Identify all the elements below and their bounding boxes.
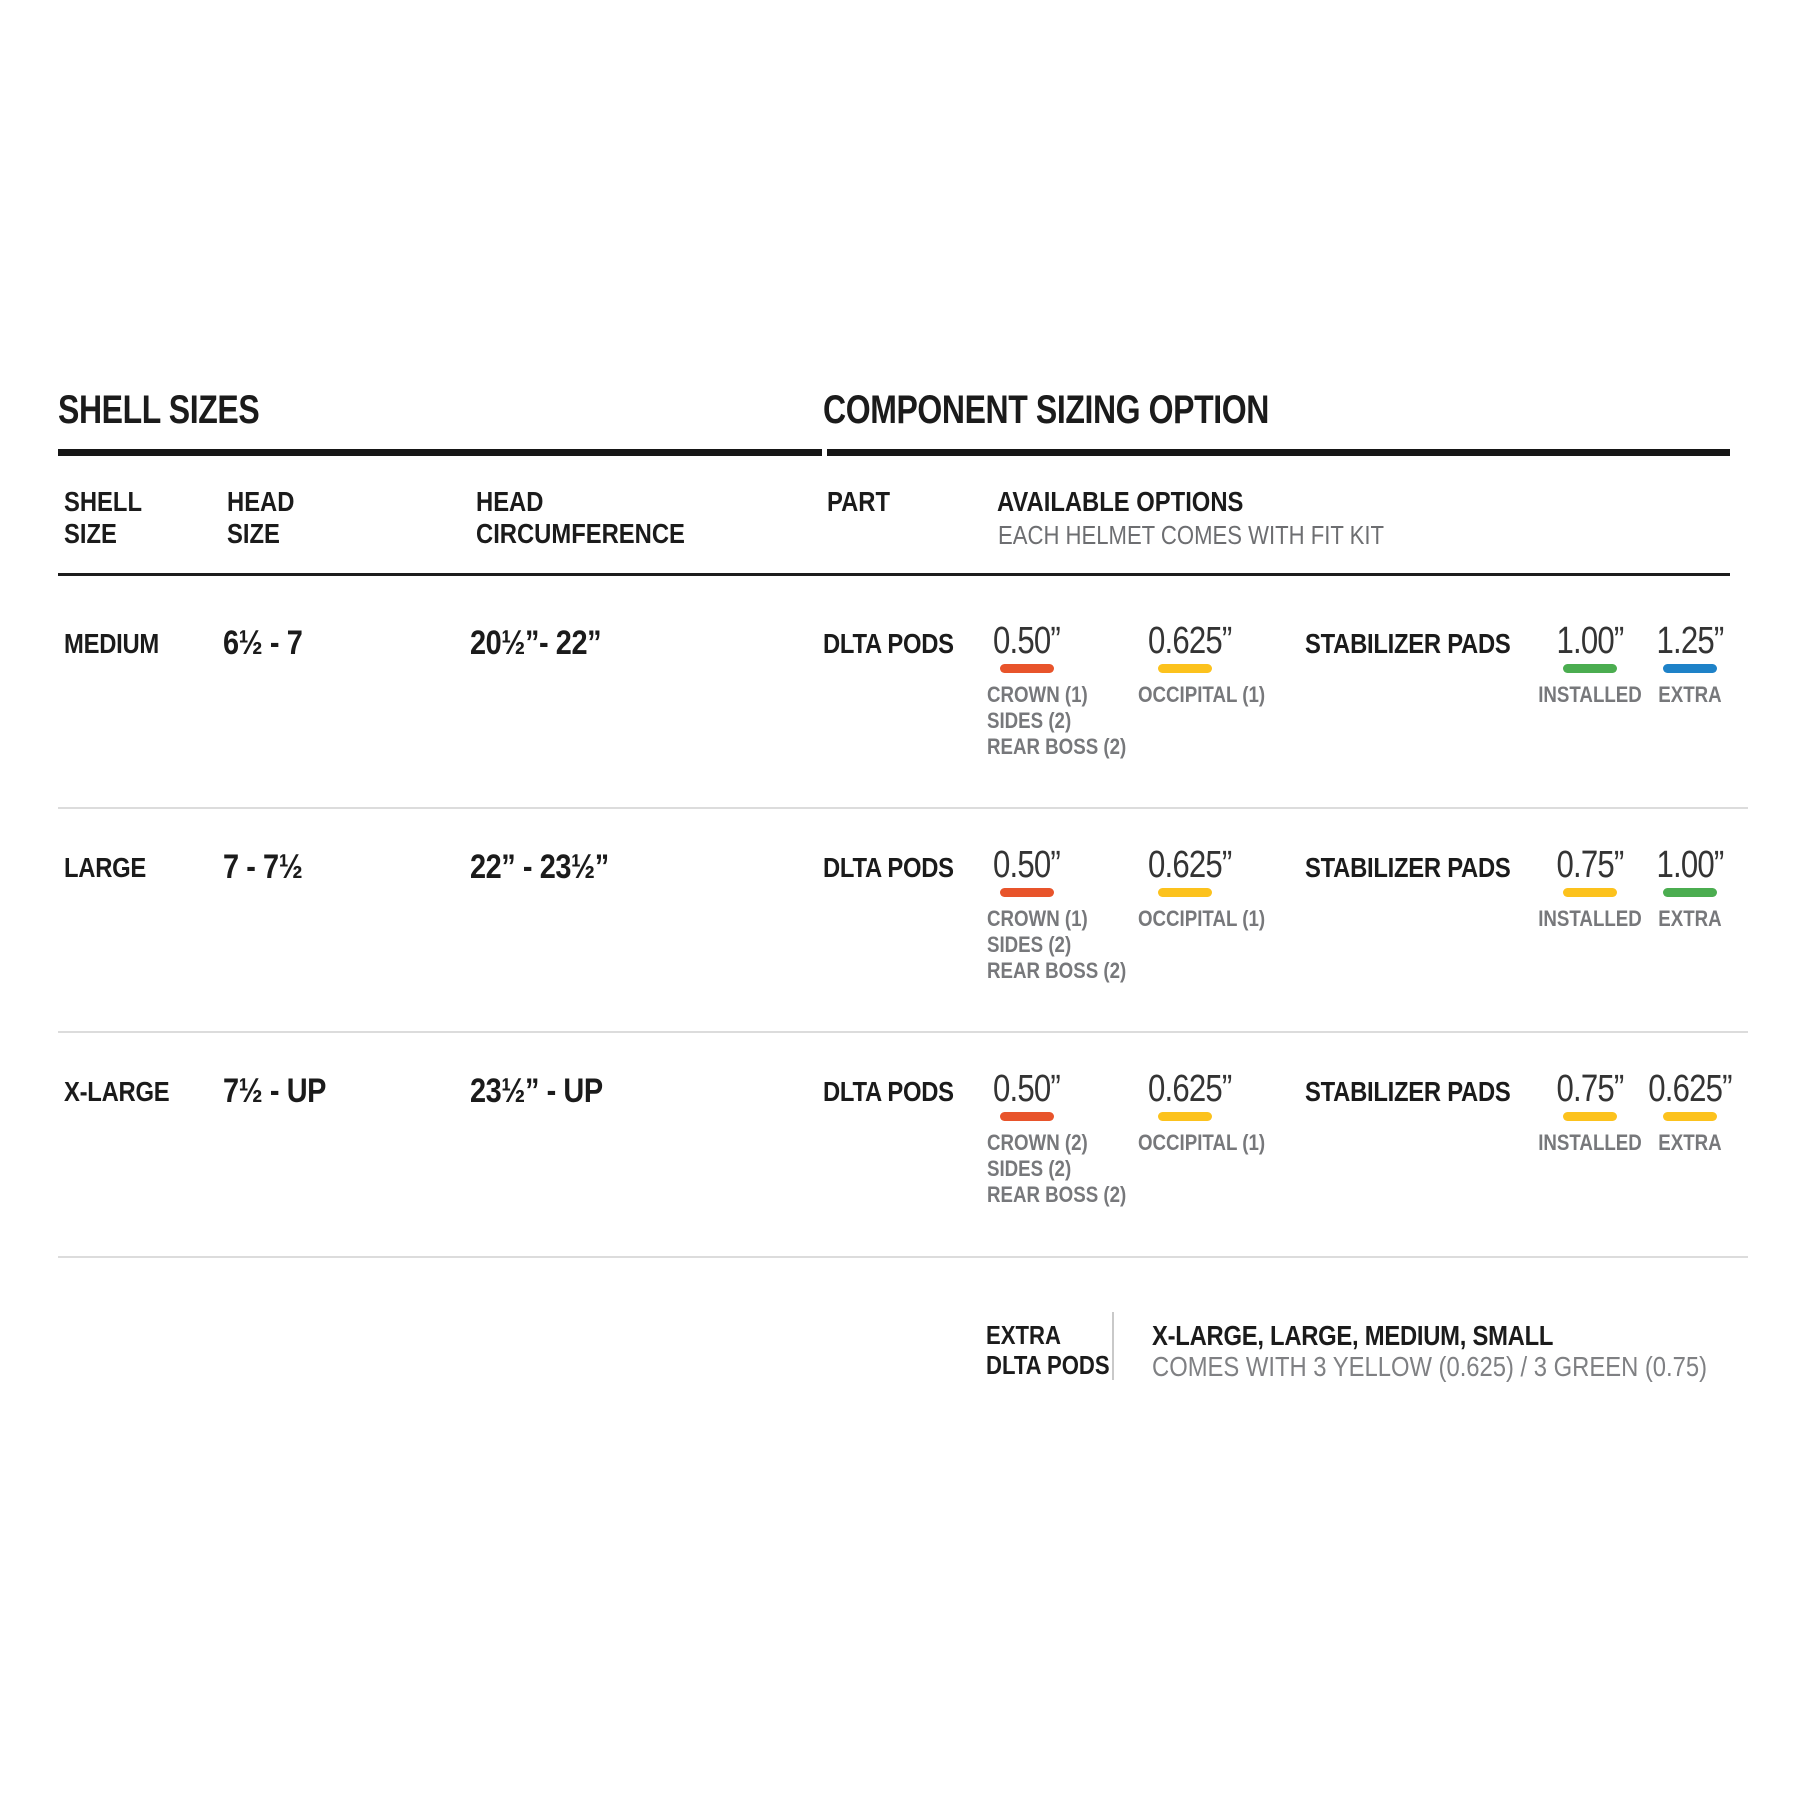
pod-option-2	[1138, 844, 1298, 1034]
pod-size-bar	[1158, 888, 1212, 897]
stabilizer-size-bar	[1663, 888, 1717, 897]
stabilizer-status-label: EXTRA	[1658, 906, 1722, 931]
stabilizer-status-label: EXTRA	[1658, 682, 1722, 707]
stabilizer-size-value: 1.00”	[1656, 844, 1724, 886]
stabilizer-option-extra	[1620, 844, 1760, 1034]
shell-size-value: MEDIUM	[64, 628, 159, 659]
pod-size-value: 0.50”	[993, 620, 1060, 662]
head-circumference-value: 23½” - UP	[470, 1072, 603, 1110]
head-circumference-value: 22” - 23½”	[470, 848, 609, 886]
stabilizer-status-label: INSTALLED	[1538, 682, 1642, 707]
pod-placement-notes: OCCIPITAL (1)	[1138, 906, 1266, 931]
pod-option-2	[1138, 1068, 1298, 1258]
head-size-value: 7½ - UP	[223, 1072, 327, 1110]
shell-sizes-title: SHELL SIZES	[58, 388, 260, 432]
stabilizer-size-value: 0.625”	[1648, 1068, 1732, 1110]
size-row-large	[0, 844, 1800, 1034]
part-label: DLTA PODS	[823, 1076, 954, 1107]
stabilizer-status-label: INSTALLED	[1538, 1130, 1642, 1155]
stabilizer-option-extra	[1620, 620, 1760, 810]
pod-size-value: 0.50”	[993, 1068, 1060, 1110]
size-row-medium	[0, 620, 1800, 810]
shell-size-value: X-LARGE	[64, 1076, 170, 1107]
pod-option-1	[987, 844, 1147, 1034]
header-bottom-rule	[58, 573, 1730, 576]
extra-dlta-pods-label: EXTRA DLTA PODS	[986, 1320, 1110, 1380]
footer-divider-line	[1112, 1312, 1114, 1380]
top-rule-right	[827, 449, 1730, 456]
col-header-part: PART	[827, 486, 891, 517]
stabilizer-size-value: 0.75”	[1556, 1068, 1624, 1110]
stabilizer-status-label: INSTALLED	[1538, 906, 1642, 931]
stabilizer-size-bar	[1663, 664, 1717, 673]
pod-size-bar	[1158, 664, 1212, 673]
pod-placement-notes: OCCIPITAL (1)	[1138, 1130, 1266, 1155]
stabilizer-pads-label: STABILIZER PADS	[1305, 852, 1511, 883]
part-label: DLTA PODS	[823, 852, 954, 883]
extra-pods-sizes: X-LARGE, LARGE, MEDIUM, SMALL	[1152, 1320, 1554, 1351]
row-divider	[58, 1256, 1748, 1258]
stabilizer-size-value: 1.00”	[1556, 620, 1624, 662]
col-header-options-subtext: EACH HELMET COMES WITH FIT KIT	[998, 520, 1384, 550]
head-size-value: 7 - 7½	[223, 848, 303, 886]
part-label: DLTA PODS	[823, 628, 954, 659]
head-circumference-value: 20½”- 22”	[470, 624, 602, 662]
head-size-value: 6½ - 7	[223, 624, 303, 662]
pod-size-value: 0.625”	[1148, 1068, 1232, 1110]
row-divider	[58, 807, 1748, 809]
stabilizer-pads-label: STABILIZER PADS	[1305, 1076, 1511, 1107]
size-row-x-large	[0, 1068, 1800, 1258]
pod-size-bar	[1000, 1112, 1054, 1121]
pod-placement-notes: OCCIPITAL (1)	[1138, 682, 1266, 707]
col-header-head-circumference: HEAD CIRCUMFERENCE	[476, 486, 685, 549]
extra-pods-detail: COMES WITH 3 YELLOW (0.625) / 3 GREEN (0.75)	[1152, 1351, 1708, 1382]
pod-placement-notes: CROWN (1) SIDES (2) REAR BOSS (2)	[987, 906, 1127, 983]
shell-size-value: LARGE	[64, 852, 147, 883]
stabilizer-size-bar	[1563, 664, 1617, 673]
col-header-shell-size: SHELL SIZE	[64, 486, 143, 549]
top-rule-left	[58, 449, 822, 456]
pod-option-2	[1138, 620, 1298, 810]
col-header-head-size: HEAD SIZE	[227, 486, 295, 549]
pod-size-value: 0.625”	[1148, 620, 1232, 662]
stabilizer-size-value: 0.75”	[1556, 844, 1624, 886]
stabilizer-size-bar	[1663, 1112, 1717, 1121]
pod-size-value: 0.50”	[993, 844, 1060, 886]
stabilizer-size-bar	[1563, 1112, 1617, 1121]
pod-option-1	[987, 1068, 1147, 1258]
col-header-available-options: AVAILABLE OPTIONS	[997, 486, 1244, 517]
pod-size-bar	[1000, 664, 1054, 673]
component-sizing-title: COMPONENT SIZING OPTION	[823, 388, 1269, 432]
pod-size-bar	[1158, 1112, 1212, 1121]
pod-placement-notes: CROWN (2) SIDES (2) REAR BOSS (2)	[987, 1130, 1127, 1207]
pod-placement-notes: CROWN (1) SIDES (2) REAR BOSS (2)	[987, 682, 1127, 759]
pod-size-value: 0.625”	[1148, 844, 1232, 886]
stabilizer-status-label: EXTRA	[1658, 1130, 1722, 1155]
row-divider	[58, 1031, 1748, 1033]
pod-option-1	[987, 620, 1147, 810]
stabilizer-size-value: 1.25”	[1656, 620, 1724, 662]
stabilizer-option-extra	[1620, 1068, 1760, 1258]
stabilizer-pads-label: STABILIZER PADS	[1305, 628, 1511, 659]
pod-size-bar	[1000, 888, 1054, 897]
stabilizer-size-bar	[1563, 888, 1617, 897]
